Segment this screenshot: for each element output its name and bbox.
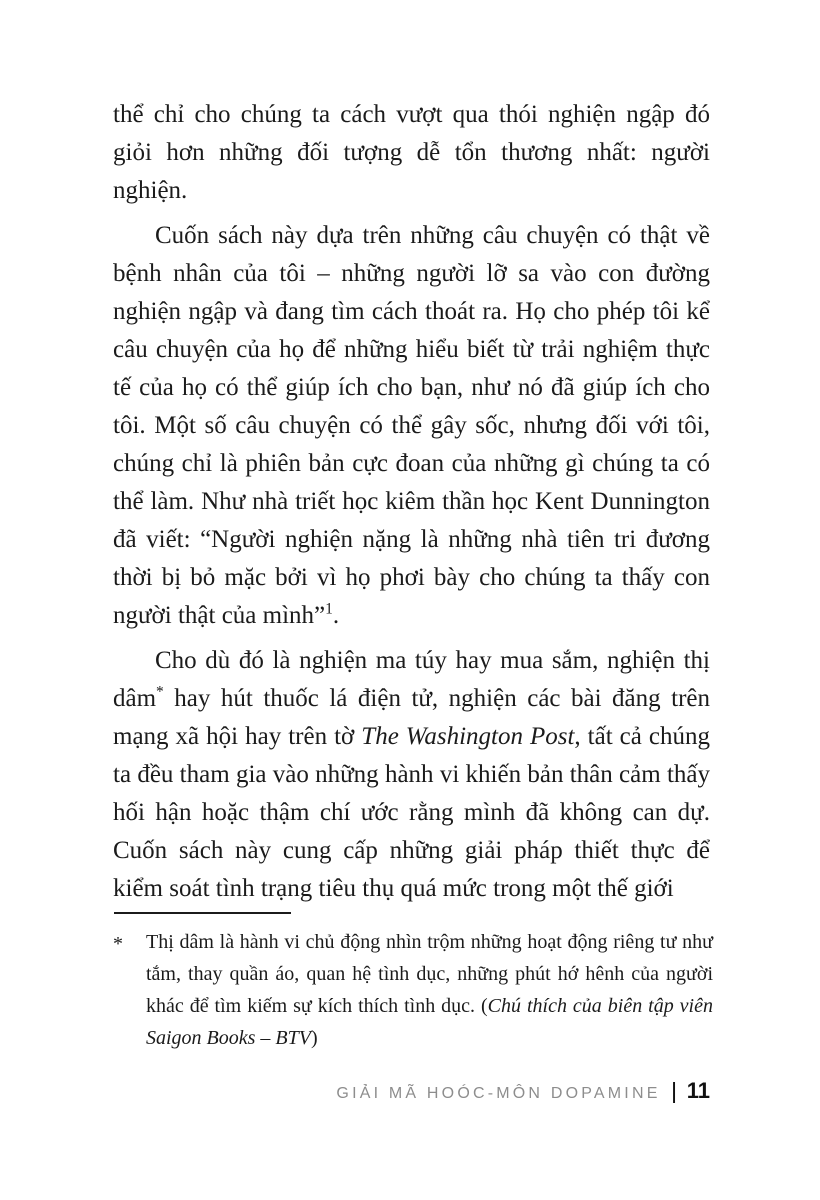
superscript-marker: 1 (325, 600, 333, 618)
footnote-marker: * (113, 933, 123, 955)
body-text (113, 96, 710, 908)
footer-separator-bar: | (671, 1078, 676, 1103)
text-run: Cho dù đó là nghiện ma túy hay mua sắm, nghiện thị dâm (113, 647, 710, 712)
paragraph (113, 217, 710, 635)
superscript-marker: * (156, 683, 164, 701)
text-run: thể chỉ cho chúng ta cách vượt qua thói nghiện ngập đó giỏi hơn những đối tượng dễ tổn thương nhất: người nghiện. (113, 101, 710, 204)
running-title: GIẢI MÃ HOÓC-MÔN DOPAMINE (336, 1085, 661, 1102)
text-run: Cuốn sách này dựa trên những câu chuyện có thật về bệnh nhân của tôi – những người lỡ sa vào con đường nghiện ngập và đang tìm cách thoát ra. Họ cho phép tôi kể câu chuyện của họ để những hiểu biết từ trải nghiệm thực tế của họ có thể giúp ích cho bạn, như nó đã giúp ích cho tôi. Một số câu chuyện có thể gây sốc, nhưng đối với tôi, chúng chỉ là phiên bản cực đoan của những gì chúng ta có thể làm. Như nhà triết học kiêm thần học Kent Dunnington đã viết: “Người nghiện nặng là những nhà tiên tri đương thời bị bỏ mặc bởi vì họ phơi bày cho chúng ta thấy con người thật của mình” (113, 222, 710, 629)
page-footer (336, 1078, 710, 1104)
italic-text-run: The Washington Post (361, 723, 575, 750)
paragraph (113, 642, 710, 908)
paragraph (113, 96, 710, 210)
footnote (113, 926, 713, 1054)
text-run: hay hút thuốc lá điện tử, nghiện các bài đăng trên mạng xã hội hay trên tờ (113, 685, 710, 750)
text-run: Thị dâm là hành vi chủ động nhìn trộm những hoạt động riêng tư như tắm, thay quần áo, quan hệ tình dục, những phút hớ hênh của người khác để tìm kiếm sự kích thích tình dục. ( (146, 931, 713, 1017)
text-run: , tất cả chúng ta đều tham gia vào những hành vi khiến bản thân cảm thấy hối hận hoặc thậm chí ước rằng mình đã không can dự. Cuốn sách này cung cấp những giải pháp thiết thực để kiểm soát tình trạng tiêu thụ quá mức trong một thế giới (113, 723, 710, 902)
footnote-text (146, 926, 713, 1054)
footnote-divider (114, 912, 291, 914)
text-run: ) (311, 1027, 318, 1049)
italic-text-run: Chú thích của biên tập viên Saigon Books – BTV (146, 995, 713, 1049)
text-run: . (332, 602, 340, 629)
page-number: 11 (686, 1078, 710, 1103)
